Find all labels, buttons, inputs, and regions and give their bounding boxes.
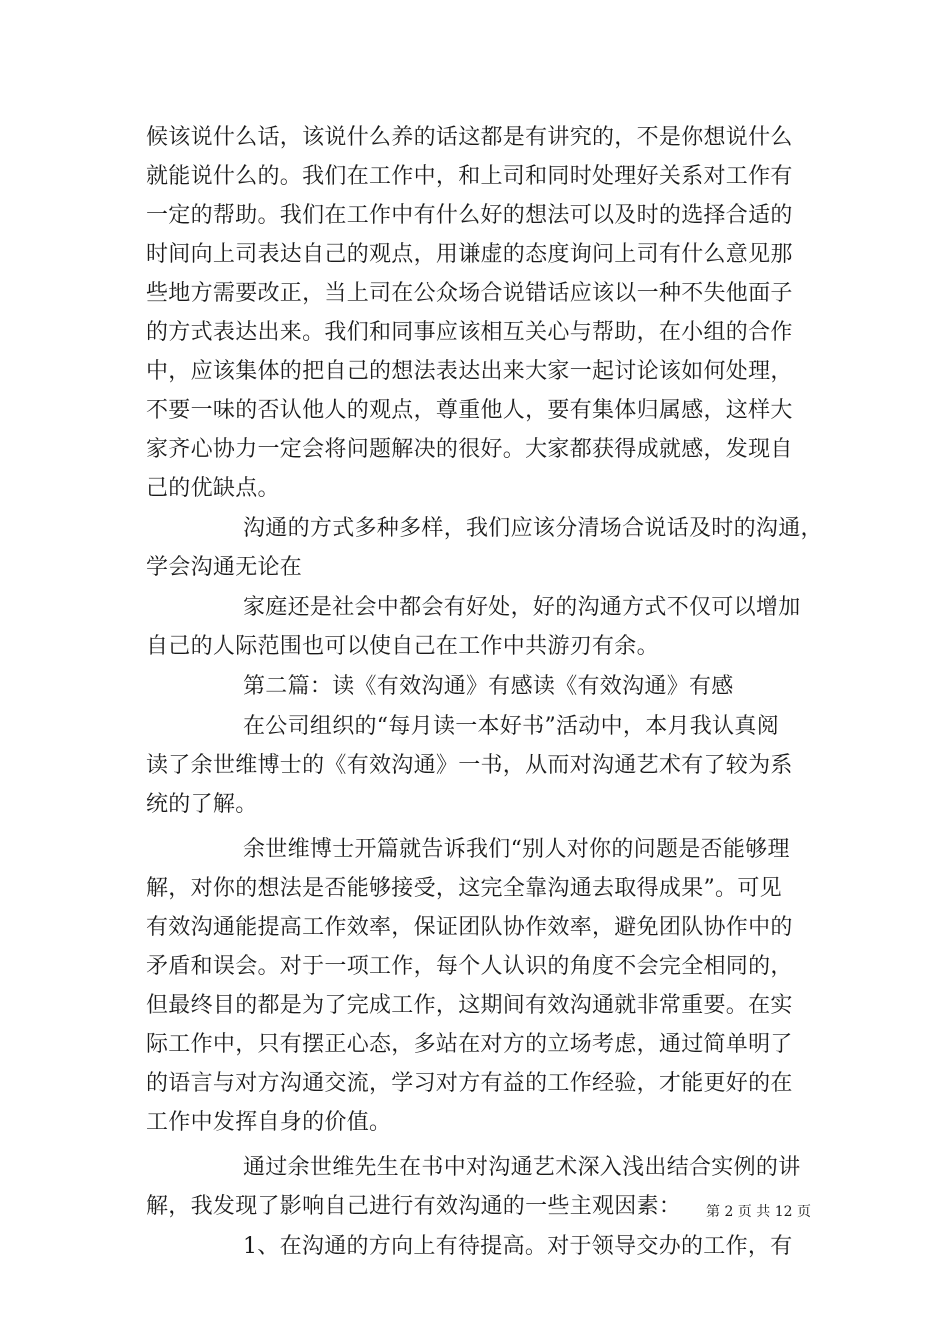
text-line: 家齐心协力一定会将问题解决的很好。大家都获得成就感，发现自 xyxy=(146,437,793,462)
text-line: 就能说什么的。我们在工作中，和上司和同时处理好关系对工作有 xyxy=(146,164,793,189)
text-line: 不要一味的否认他人的观点，尊重他人，要有集体归属感，这样大 xyxy=(146,398,793,423)
text-line: 中，应该集体的把自己的想法表达出来大家一起讨论该如何处理， xyxy=(146,359,793,384)
paragraph-first-line: 沟通的方式多种多样，我们应该分清场合说话及时的沟通， xyxy=(243,516,823,541)
text-line: 的语言与对方沟通交流，学习对方有益的工作经验，才能更好的在 xyxy=(146,1071,793,1096)
text-line: 矛盾和误会。对于一项工作，每个人认识的角度不会完全相同的， xyxy=(146,954,793,979)
text-line: 一定的帮助。我们在工作中有什么好的想法可以及时的选择合适的 xyxy=(146,203,793,228)
text-line: 解，我发现了影响自己进行有效沟通的一些主观因素： xyxy=(146,1194,682,1219)
text-line: 际工作中，只有摆正心态，多站在对方的立场考虑，通过简单明了 xyxy=(146,1032,793,1057)
text-line: 时间向上司表达自己的观点，用谦虚的态度询问上司有什么意见那 xyxy=(146,242,793,267)
text-line: 自己的人际范围也可以使自己在工作中共游刃有余。 xyxy=(146,634,659,659)
paragraph-first-line: 余世维博士开篇就告诉我们“别人对你的问题是否能够理 xyxy=(243,837,790,862)
text-line: 工作中发挥自身的价值。 xyxy=(146,1110,392,1135)
text-line: 的方式表达出来。我们和同事应该相互关心与帮助，在小组的合作 xyxy=(146,320,793,345)
document-body xyxy=(146,118,823,1266)
text-line: 有效沟通能提高工作效率，保证团队协作效率，避免团队协作中的 xyxy=(146,915,793,940)
list-item: 1、在沟通的方向上有待提高。对于领导交办的工作，有 xyxy=(243,1234,793,1259)
page-number: 第 2 页 共 12 页 xyxy=(706,1204,811,1220)
text-line: 读了余世维博士的《有效沟通》一书，从而对沟通艺术有了较为系 xyxy=(146,753,793,778)
paragraph-first-line: 家庭还是社会中都会有好处，好的沟通方式不仅可以增加 xyxy=(243,595,801,620)
paragraph-first-line: 通过余世维先生在书中对沟通艺术深入浅出结合实例的讲 xyxy=(243,1155,801,1180)
text-line: 但最终目的都是为了完成工作，这期间有效沟通就非常重要。在实 xyxy=(146,993,793,1018)
text-line: 学会沟通无论在 xyxy=(146,555,303,580)
text-line: 些地方需要改正，当上司在公众场合说错话应该以一种不失他面子 xyxy=(146,281,793,306)
text-line: 候该说什么话，该说什么养的话这都是有讲究的，不是你想说什么 xyxy=(146,125,793,150)
text-line: 解，对你的想法是否能够接受，这完全靠沟通去取得成果”。可见 xyxy=(146,876,782,901)
text-line: 统的了解。 xyxy=(146,792,258,817)
paragraph-first-line: 在公司组织的“每月读一本好书”活动中，本月我认真阅 xyxy=(243,714,779,739)
section-heading: 第二篇：读《有效沟通》有感读《有效沟通》有感 xyxy=(243,674,734,699)
text-line: 己的优缺点。 xyxy=(146,476,280,501)
